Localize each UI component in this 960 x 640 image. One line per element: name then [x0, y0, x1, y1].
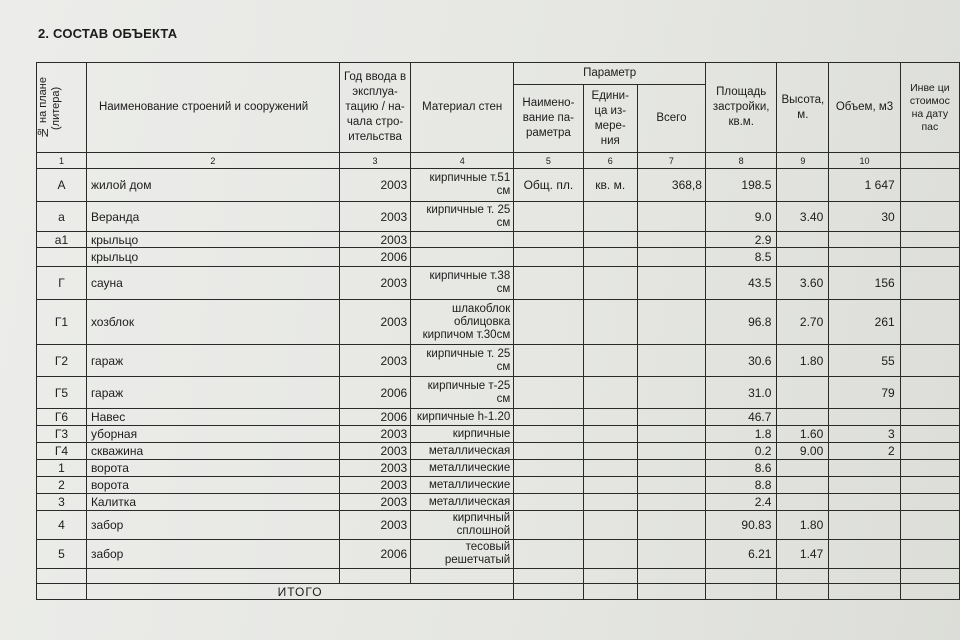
row-height: 3.60 [777, 267, 829, 300]
row-unit [583, 477, 637, 494]
row-unit [583, 409, 637, 426]
row-total [637, 477, 705, 494]
row-unit [583, 569, 637, 584]
header-year: Год ввода в эксплуа-тацию / на-чала стро-ительства [339, 63, 410, 153]
total-label: ИТОГО [86, 584, 513, 600]
table-row [37, 409, 960, 426]
row-building-name: сауна [86, 267, 339, 300]
table-row [37, 232, 960, 248]
row-literal: 5 [37, 540, 87, 569]
row-building-name: уборная [86, 426, 339, 443]
section-title: 2. СОСТАВ ОБЪЕКТА [38, 26, 178, 41]
col-num: 8 [705, 153, 776, 169]
header-volume: Объем, м3 [829, 63, 900, 153]
row-height [777, 232, 829, 248]
row-total [637, 202, 705, 232]
row-wall-material: металлическая [411, 443, 514, 460]
col-num: 4 [411, 153, 514, 169]
row-volume [829, 232, 900, 248]
row-inventory-cost [900, 345, 959, 377]
total-cell-blank [777, 584, 829, 600]
row-year: 2003 [339, 169, 410, 202]
row-area: 43.5 [705, 267, 776, 300]
row-literal: 3 [37, 494, 87, 511]
row-building-name: скважина [86, 443, 339, 460]
col-num: 7 [637, 153, 705, 169]
table-row [37, 511, 960, 540]
row-parameter-name [514, 477, 583, 494]
total-cell-blank [829, 584, 900, 600]
row-year [339, 569, 410, 584]
row-total [637, 540, 705, 569]
row-year: 2003 [339, 477, 410, 494]
row-parameter-name [514, 377, 583, 409]
row-area: 30.6 [705, 345, 776, 377]
row-wall-material: кирпичные т.38 см [411, 267, 514, 300]
row-area: 6.21 [705, 540, 776, 569]
row-unit [583, 300, 637, 345]
row-unit [583, 426, 637, 443]
row-year: 2003 [339, 460, 410, 477]
row-volume: 3 [829, 426, 900, 443]
row-inventory-cost [900, 202, 959, 232]
table-row [37, 569, 960, 584]
row-unit: кв. м. [583, 169, 637, 202]
row-height: 2.70 [777, 300, 829, 345]
table-body [37, 169, 960, 584]
row-literal: 2 [37, 477, 87, 494]
row-height [777, 460, 829, 477]
row-volume [829, 511, 900, 540]
row-unit [583, 267, 637, 300]
row-building-name: Веранда [86, 202, 339, 232]
header-inventory-cost: Инве ци стоимос на дату пас [900, 63, 959, 153]
row-building-name: забор [86, 540, 339, 569]
header-parameter-name: Наимено-вание па-раметра [514, 85, 583, 153]
row-year: 2006 [339, 248, 410, 267]
row-total [637, 569, 705, 584]
row-area: 46.7 [705, 409, 776, 426]
row-literal: а [37, 202, 87, 232]
row-total [637, 345, 705, 377]
row-unit [583, 232, 637, 248]
col-num: 5 [514, 153, 583, 169]
row-wall-material: кирпичные т. 25 см [411, 345, 514, 377]
row-unit [583, 443, 637, 460]
row-inventory-cost [900, 460, 959, 477]
row-height [777, 569, 829, 584]
total-cell-blank [637, 584, 705, 600]
row-wall-material [411, 232, 514, 248]
row-year: 2003 [339, 232, 410, 248]
table-row [37, 377, 960, 409]
row-wall-material: шлакоблок облицовка кирпичом т.30см [411, 300, 514, 345]
row-inventory-cost [900, 169, 959, 202]
row-area: 198.5 [705, 169, 776, 202]
row-wall-material: металлические [411, 477, 514, 494]
table-row [37, 345, 960, 377]
row-year: 2003 [339, 300, 410, 345]
row-wall-material: кирпичный сплошной [411, 511, 514, 540]
row-parameter-name [514, 443, 583, 460]
row-height [777, 477, 829, 494]
row-literal: а1 [37, 232, 87, 248]
row-height [777, 169, 829, 202]
row-wall-material: кирпичные h-1.20 [411, 409, 514, 426]
row-inventory-cost [900, 248, 959, 267]
header-unit: Едини-ца из-мере-ния [583, 85, 637, 153]
row-inventory-cost [900, 511, 959, 540]
row-total: 368,8 [637, 169, 705, 202]
row-area [705, 569, 776, 584]
row-wall-material: кирпичные т.51 см [411, 169, 514, 202]
row-area: 31.0 [705, 377, 776, 409]
row-wall-material [411, 248, 514, 267]
table-row [37, 426, 960, 443]
row-total [637, 232, 705, 248]
row-building-name: гараж [86, 345, 339, 377]
header-plan-number: № на плане (литера) [37, 63, 87, 153]
row-total [637, 460, 705, 477]
row-inventory-cost [900, 267, 959, 300]
row-parameter-name [514, 540, 583, 569]
row-volume: 156 [829, 267, 900, 300]
row-inventory-cost [900, 377, 959, 409]
row-parameter-name [514, 300, 583, 345]
row-year: 2003 [339, 426, 410, 443]
row-building-name: ворота [86, 477, 339, 494]
row-height [777, 248, 829, 267]
row-volume [829, 248, 900, 267]
row-total [637, 300, 705, 345]
row-literal: 4 [37, 511, 87, 540]
row-parameter-name [514, 460, 583, 477]
row-literal: Г3 [37, 426, 87, 443]
header-wall-material: Материал стен [411, 63, 514, 153]
row-literal: Г [37, 267, 87, 300]
row-literal: Г4 [37, 443, 87, 460]
table-row [37, 540, 960, 569]
row-area: 8.5 [705, 248, 776, 267]
total-row [37, 584, 960, 600]
row-year: 2003 [339, 202, 410, 232]
row-unit [583, 511, 637, 540]
object-composition-table [36, 62, 960, 600]
row-height: 1.80 [777, 345, 829, 377]
row-unit [583, 345, 637, 377]
header-building-name: Наименование строений и сооружений [86, 63, 339, 153]
col-num: 6 [583, 153, 637, 169]
row-area: 1.8 [705, 426, 776, 443]
table-row [37, 248, 960, 267]
row-year: 2006 [339, 409, 410, 426]
table-row [37, 169, 960, 202]
row-parameter-name [514, 409, 583, 426]
row-parameter-name [514, 426, 583, 443]
col-num: 3 [339, 153, 410, 169]
row-unit [583, 202, 637, 232]
row-area: 0.2 [705, 443, 776, 460]
row-building-name: гараж [86, 377, 339, 409]
row-height: 9.00 [777, 443, 829, 460]
row-literal [37, 248, 87, 267]
row-unit [583, 377, 637, 409]
row-parameter-name: Общ. пл. [514, 169, 583, 202]
table-row [37, 267, 960, 300]
row-parameter-name [514, 232, 583, 248]
total-cell-blank [514, 584, 583, 600]
total-cell-blank [37, 584, 87, 600]
row-volume: 30 [829, 202, 900, 232]
row-literal: Г1 [37, 300, 87, 345]
row-area: 90.83 [705, 511, 776, 540]
header-parameter-group: Параметр [514, 63, 706, 85]
row-total [637, 409, 705, 426]
table-row [37, 494, 960, 511]
row-building-name: Навес [86, 409, 339, 426]
header-area: Площадь застройки, кв.м. [705, 63, 776, 153]
row-height: 3.40 [777, 202, 829, 232]
row-area: 9.0 [705, 202, 776, 232]
row-wall-material: кирпичные т-25 см [411, 377, 514, 409]
row-building-name: Калитка [86, 494, 339, 511]
table-row [37, 477, 960, 494]
row-year: 2003 [339, 267, 410, 300]
row-parameter-name [514, 569, 583, 584]
table-row [37, 460, 960, 477]
row-height: 1.47 [777, 540, 829, 569]
row-year: 2003 [339, 494, 410, 511]
row-total [637, 377, 705, 409]
row-wall-material: металлическая [411, 494, 514, 511]
header-total: Всего [637, 85, 705, 153]
row-parameter-name [514, 202, 583, 232]
total-cell-blank [705, 584, 776, 600]
row-volume: 1 647 [829, 169, 900, 202]
row-total [637, 443, 705, 460]
row-total [637, 511, 705, 540]
row-building-name: забор [86, 511, 339, 540]
table-row [37, 443, 960, 460]
col-num: 2 [86, 153, 339, 169]
row-year: 2003 [339, 345, 410, 377]
row-volume [829, 460, 900, 477]
row-literal: 1 [37, 460, 87, 477]
row-height [777, 494, 829, 511]
column-number-row [37, 153, 960, 169]
row-area: 2.9 [705, 232, 776, 248]
col-num-empty [900, 153, 959, 169]
row-height: 1.80 [777, 511, 829, 540]
col-num: 9 [777, 153, 829, 169]
row-unit [583, 540, 637, 569]
row-inventory-cost [900, 409, 959, 426]
row-wall-material: кирпичные [411, 426, 514, 443]
row-volume [829, 569, 900, 584]
row-building-name: ворота [86, 460, 339, 477]
row-volume: 55 [829, 345, 900, 377]
row-height: 1.60 [777, 426, 829, 443]
row-literal: А [37, 169, 87, 202]
row-inventory-cost [900, 426, 959, 443]
row-inventory-cost [900, 477, 959, 494]
header-height: Высота, м. [777, 63, 829, 153]
row-wall-material: тесовый решетчатый [411, 540, 514, 569]
row-volume [829, 409, 900, 426]
row-building-name: жилой дом [86, 169, 339, 202]
row-inventory-cost [900, 443, 959, 460]
row-volume [829, 477, 900, 494]
row-parameter-name [514, 267, 583, 300]
row-area: 2.4 [705, 494, 776, 511]
row-area: 8.8 [705, 477, 776, 494]
row-wall-material [411, 569, 514, 584]
row-inventory-cost [900, 569, 959, 584]
row-literal: Г5 [37, 377, 87, 409]
row-literal: Г2 [37, 345, 87, 377]
row-height [777, 377, 829, 409]
row-building-name: крыльцо [86, 232, 339, 248]
row-building-name: хозблок [86, 300, 339, 345]
col-num: 10 [829, 153, 900, 169]
row-year: 2003 [339, 443, 410, 460]
row-total [637, 248, 705, 267]
row-area: 96.8 [705, 300, 776, 345]
row-total [637, 494, 705, 511]
table-row [37, 202, 960, 232]
row-volume: 2 [829, 443, 900, 460]
row-inventory-cost [900, 540, 959, 569]
row-inventory-cost [900, 494, 959, 511]
row-wall-material: металлические [411, 460, 514, 477]
row-literal: Г6 [37, 409, 87, 426]
row-parameter-name [514, 494, 583, 511]
row-volume [829, 540, 900, 569]
row-unit [583, 460, 637, 477]
row-volume: 261 [829, 300, 900, 345]
total-cell-blank [583, 584, 637, 600]
row-inventory-cost [900, 232, 959, 248]
row-unit [583, 248, 637, 267]
row-area: 8.6 [705, 460, 776, 477]
row-volume [829, 494, 900, 511]
row-volume: 79 [829, 377, 900, 409]
row-unit [583, 494, 637, 511]
header-row-top [37, 63, 960, 85]
row-inventory-cost [900, 300, 959, 345]
row-height [777, 409, 829, 426]
row-year: 2006 [339, 377, 410, 409]
row-wall-material: кирпичные т. 25 см [411, 202, 514, 232]
col-num: 1 [37, 153, 87, 169]
table-row [37, 300, 960, 345]
row-year: 2003 [339, 511, 410, 540]
row-building-name [86, 569, 339, 584]
row-total [637, 426, 705, 443]
total-cell-blank [900, 584, 959, 600]
row-literal [37, 569, 87, 584]
row-year: 2006 [339, 540, 410, 569]
row-parameter-name [514, 511, 583, 540]
row-total [637, 267, 705, 300]
row-parameter-name [514, 345, 583, 377]
row-parameter-name [514, 248, 583, 267]
row-building-name: крыльцо [86, 248, 339, 267]
